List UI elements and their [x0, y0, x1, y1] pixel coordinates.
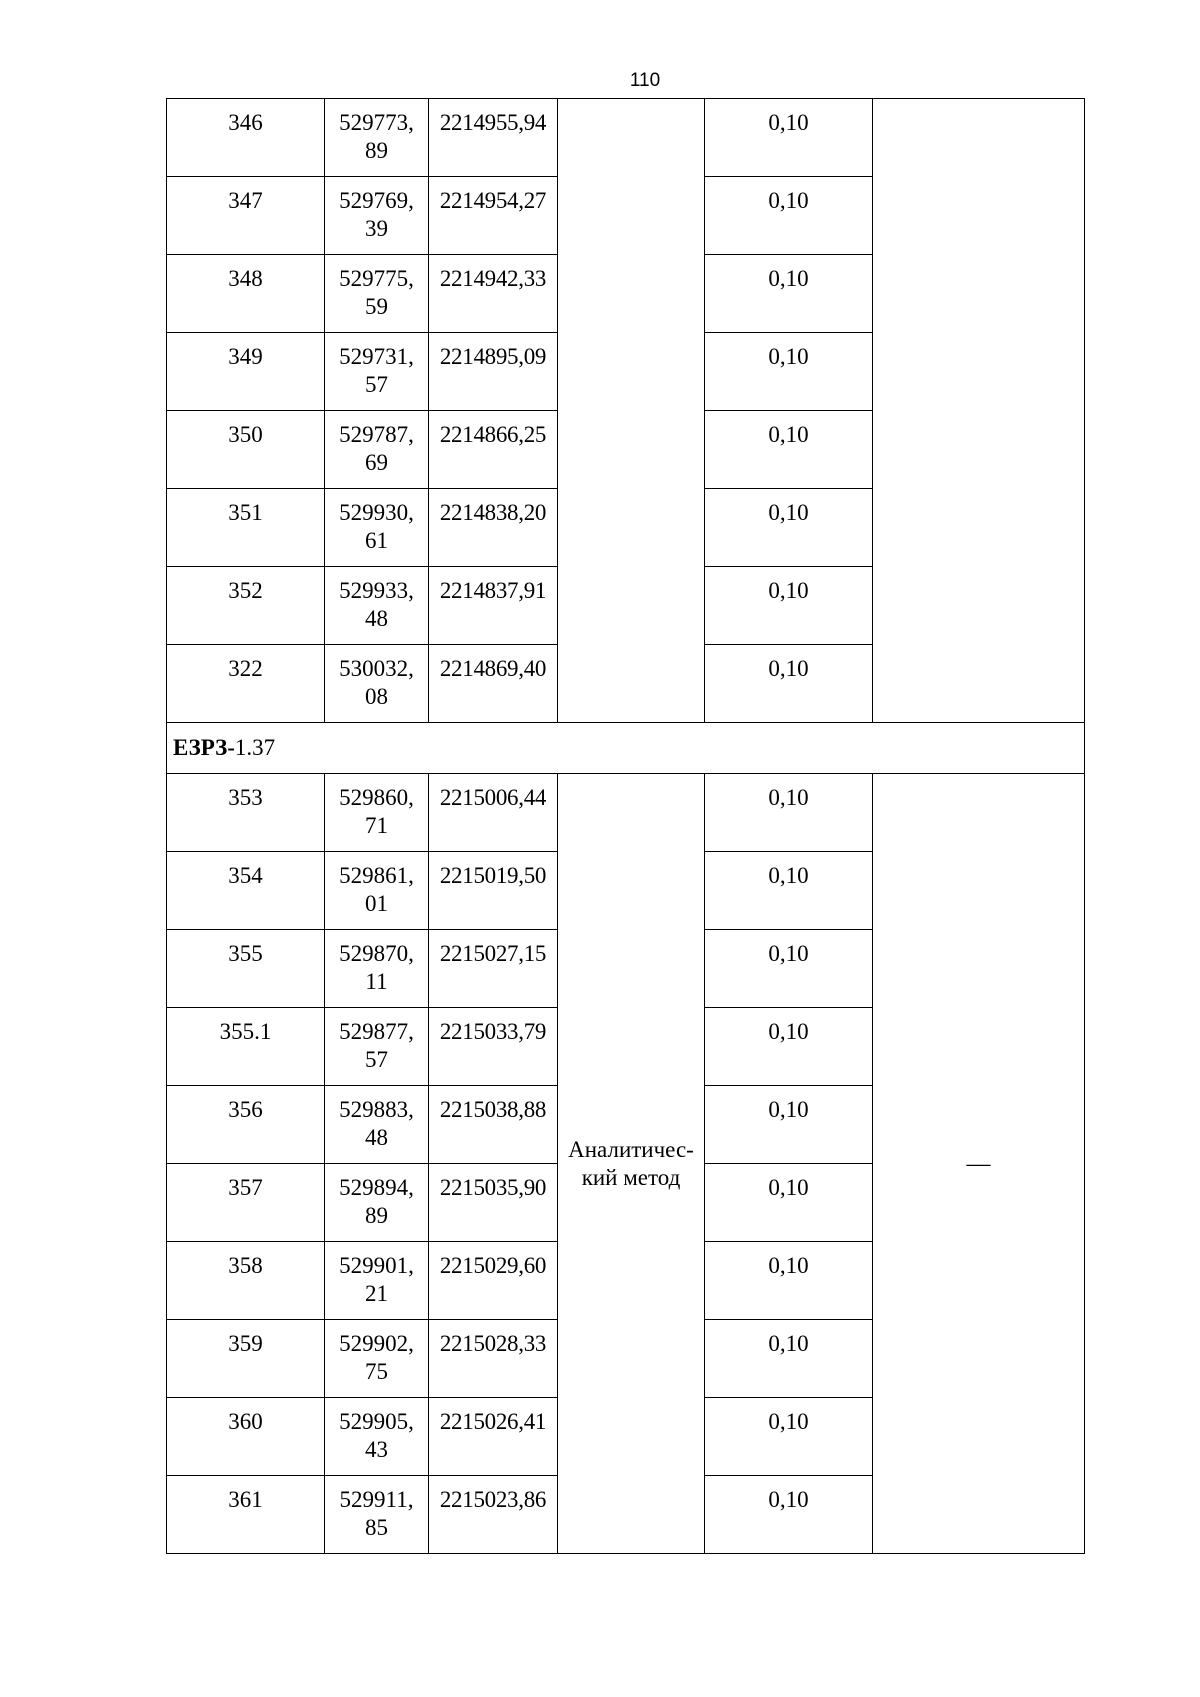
y-coordinate-cell: 2214895,09	[429, 333, 558, 411]
accuracy-cell: 0,10	[705, 177, 873, 255]
accuracy-cell: 0,10	[705, 1398, 873, 1476]
y-coordinate-cell: 2215035,90	[429, 1164, 558, 1242]
x-coordinate-int: 529877,	[339, 1019, 414, 1044]
x-coordinate-int: 529911,	[339, 1487, 414, 1512]
y-coordinate-cell: 2215006,44	[429, 774, 558, 852]
x-coordinate-frac: 21	[365, 1281, 388, 1306]
accuracy-cell: 0,10	[705, 255, 873, 333]
method-cell	[558, 99, 705, 723]
x-coordinate-int: 529773,	[339, 110, 414, 135]
coordinates-table	[166, 98, 1085, 1554]
x-coordinate-cell	[325, 99, 429, 177]
accuracy-cell: 0,10	[705, 1164, 873, 1242]
x-coordinate-cell	[325, 255, 429, 333]
point-number-cell: 354	[167, 852, 325, 930]
extra-cell: —	[873, 774, 1085, 1554]
y-coordinate-cell: 2214838,20	[429, 489, 558, 567]
x-coordinate-int: 529930,	[339, 500, 414, 525]
x-coordinate-int: 529894,	[339, 1175, 414, 1200]
accuracy-cell: 0,10	[705, 645, 873, 723]
accuracy-cell: 0,10	[705, 1086, 873, 1164]
y-coordinate-cell: 2215033,79	[429, 1008, 558, 1086]
x-coordinate-cell	[325, 852, 429, 930]
x-coordinate-int: 529861,	[339, 863, 414, 888]
section-header-body	[167, 723, 1085, 774]
accuracy-cell: 0,10	[705, 852, 873, 930]
point-number-cell: 356	[167, 1086, 325, 1164]
point-number-cell: 350	[167, 411, 325, 489]
point-number-cell: 351	[167, 489, 325, 567]
accuracy-cell: 0,10	[705, 567, 873, 645]
y-coordinate-cell: 2215026,41	[429, 1398, 558, 1476]
point-number-cell: 359	[167, 1320, 325, 1398]
x-coordinate-frac: 01	[365, 891, 388, 916]
x-coordinate-int: 530032,	[339, 656, 414, 681]
method-line-2: кий метод	[581, 1164, 681, 1190]
point-number-cell: 355.1	[167, 1008, 325, 1086]
x-coordinate-cell	[325, 1242, 429, 1320]
x-coordinate-cell	[325, 411, 429, 489]
point-number-cell: 358	[167, 1242, 325, 1320]
x-coordinate-frac: 48	[365, 606, 388, 631]
x-coordinate-int: 529731,	[339, 344, 414, 369]
y-coordinate-cell: 2214942,33	[429, 255, 558, 333]
point-number-cell: 357	[167, 1164, 325, 1242]
accuracy-cell: 0,10	[705, 1242, 873, 1320]
x-coordinate-frac: 59	[365, 294, 388, 319]
x-coordinate-cell	[325, 1086, 429, 1164]
x-coordinate-frac: 89	[365, 1203, 388, 1228]
point-number-cell: 355	[167, 930, 325, 1008]
y-coordinate-cell: 2214866,25	[429, 411, 558, 489]
x-coordinate-frac: 39	[365, 216, 388, 241]
y-coordinate-cell: 2214954,27	[429, 177, 558, 255]
section-row	[167, 723, 1085, 774]
x-coordinate-frac: 89	[365, 138, 388, 163]
x-coordinate-frac: 11	[365, 969, 388, 994]
x-coordinate-cell	[325, 645, 429, 723]
x-coordinate-int: 529787,	[339, 422, 414, 447]
x-coordinate-frac: 69	[365, 450, 388, 475]
x-coordinate-frac: 75	[365, 1359, 388, 1384]
y-coordinate-cell: 2215028,33	[429, 1320, 558, 1398]
x-coordinate-cell	[325, 1008, 429, 1086]
x-coordinate-int: 529769,	[339, 188, 414, 213]
x-coordinate-int: 529775,	[339, 266, 414, 291]
x-coordinate-int: 529905,	[339, 1409, 414, 1434]
x-coordinate-cell	[325, 1398, 429, 1476]
section-label-bold: ЕЗРЗ-	[173, 735, 235, 760]
x-coordinate-int: 529870,	[339, 941, 414, 966]
accuracy-cell: 0,10	[705, 930, 873, 1008]
x-coordinate-int: 529933,	[339, 578, 414, 603]
x-coordinate-cell	[325, 489, 429, 567]
y-coordinate-cell: 2214955,94	[429, 99, 558, 177]
accuracy-cell: 0,10	[705, 1008, 873, 1086]
point-number-cell: 347	[167, 177, 325, 255]
point-number-cell: 322	[167, 645, 325, 723]
point-number-cell: 361	[167, 1476, 325, 1554]
x-coordinate-int: 529901,	[339, 1253, 414, 1278]
accuracy-cell: 0,10	[705, 489, 873, 567]
point-number-cell: 346	[167, 99, 325, 177]
x-coordinate-frac: 48	[365, 1125, 388, 1150]
point-number-cell: 353	[167, 774, 325, 852]
accuracy-cell: 0,10	[705, 99, 873, 177]
section-label-rest: 1.37	[234, 735, 276, 760]
section-label	[167, 723, 1085, 774]
method-cell	[558, 774, 705, 1554]
table-row	[167, 774, 1085, 852]
x-coordinate-int: 529860,	[339, 785, 414, 810]
point-number-cell: 348	[167, 255, 325, 333]
x-coordinate-frac: 85	[365, 1515, 388, 1540]
y-coordinate-cell: 2214869,40	[429, 645, 558, 723]
point-number-cell: 352	[167, 567, 325, 645]
accuracy-cell: 0,10	[705, 411, 873, 489]
y-coordinate-cell: 2215019,50	[429, 852, 558, 930]
y-coordinate-cell: 2215029,60	[429, 1242, 558, 1320]
accuracy-cell: 0,10	[705, 1476, 873, 1554]
method-line-1: Аналитичес-	[568, 1136, 694, 1162]
table-row	[167, 99, 1085, 177]
block-1-body	[167, 99, 1085, 723]
x-coordinate-cell	[325, 1164, 429, 1242]
y-coordinate-cell: 2215038,88	[429, 1086, 558, 1164]
y-coordinate-cell: 2214837,91	[429, 567, 558, 645]
x-coordinate-cell	[325, 1476, 429, 1554]
x-coordinate-int: 529902,	[339, 1331, 414, 1356]
x-coordinate-int: 529883,	[339, 1097, 414, 1122]
extra-cell	[873, 99, 1085, 723]
point-number-cell: 360	[167, 1398, 325, 1476]
x-coordinate-frac: 71	[365, 813, 388, 838]
x-coordinate-frac: 57	[365, 1047, 388, 1072]
y-coordinate-cell: 2215027,15	[429, 930, 558, 1008]
accuracy-cell: 0,10	[705, 333, 873, 411]
x-coordinate-frac: 61	[365, 528, 388, 553]
page-number: 110	[629, 70, 661, 91]
x-coordinate-frac: 43	[365, 1437, 388, 1462]
accuracy-cell: 0,10	[705, 1320, 873, 1398]
x-coordinate-cell	[325, 930, 429, 1008]
x-coordinate-cell	[325, 177, 429, 255]
y-coordinate-cell: 2215023,86	[429, 1476, 558, 1554]
accuracy-cell: 0,10	[705, 774, 873, 852]
x-coordinate-cell	[325, 774, 429, 852]
x-coordinate-frac: 08	[365, 684, 388, 709]
point-number-cell: 349	[167, 333, 325, 411]
x-coordinate-frac: 57	[365, 372, 388, 397]
x-coordinate-cell	[325, 333, 429, 411]
x-coordinate-cell	[325, 567, 429, 645]
x-coordinate-cell	[325, 1320, 429, 1398]
block-2-body	[167, 774, 1085, 1554]
